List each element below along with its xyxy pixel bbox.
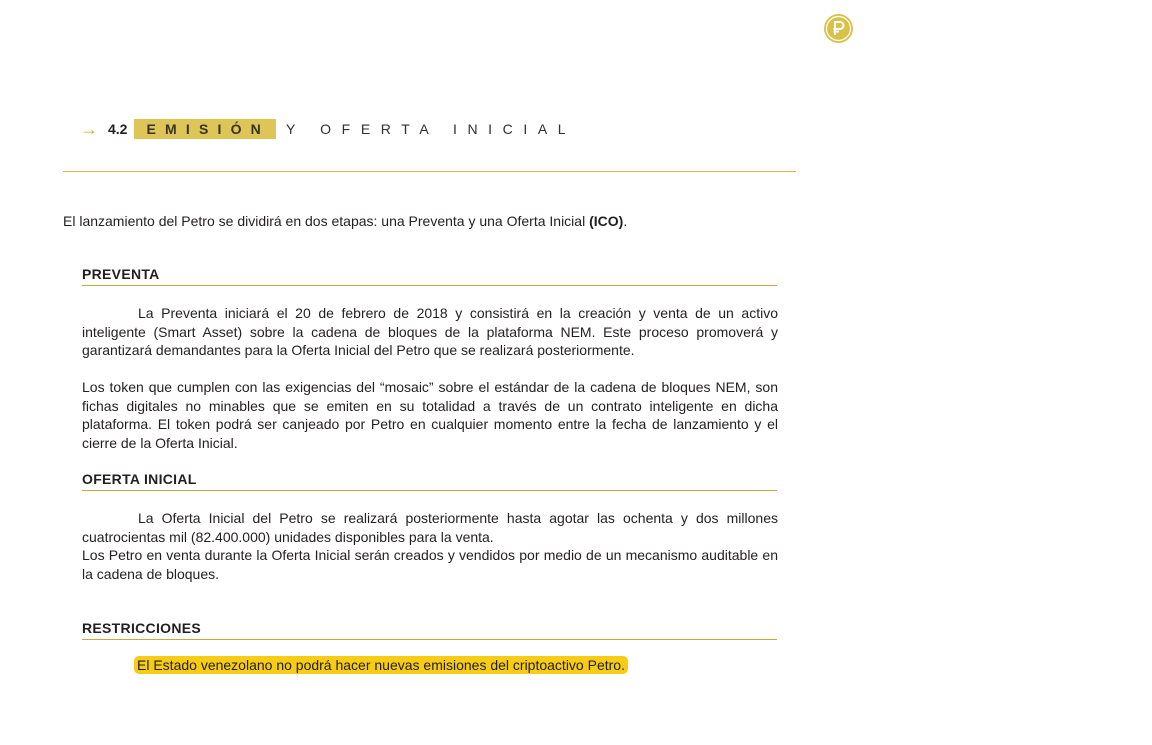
petro-coin-icon bbox=[824, 14, 853, 43]
intro-text: El lanzamiento del Petro se dividirá en dos etapas: una Preventa y una Oferta Inicial bbox=[63, 213, 590, 229]
section-title-highlight: EMISIÓN bbox=[134, 119, 276, 139]
intro-period: . bbox=[623, 213, 628, 229]
section-divider bbox=[63, 171, 796, 172]
section-number: 4.2 bbox=[108, 121, 128, 137]
oferta-paragraph-1: La Oferta Inicial del Petro se realizará posteriormente hasta agotar las ochenta y dos millones cuatrocientas mil (82.400.000) unidades disponibles para la venta. bbox=[82, 510, 778, 545]
intro-paragraph bbox=[63, 213, 627, 229]
section-title-rest: Y OFERTA INICIAL bbox=[286, 121, 577, 137]
preventa-paragraph-2: Los token que cumplen con las exigencias del “mosaic” sobre el estándar de la cadena de bloques NEM, son fichas digitales no minables que se emiten en su totalidad a través de un contrato inteligente en dicha plataforma. El token podrá ser canjeado por Petro en cualquier momento entre la fecha de lanzamiento y el cierre de la Oferta Inicial. bbox=[82, 379, 778, 451]
preventa-heading: PREVENTA bbox=[82, 266, 777, 286]
arrow-right-icon: → bbox=[80, 118, 98, 139]
petro-symbol-icon bbox=[824, 14, 853, 43]
oferta-inicial-heading: OFERTA INICIAL bbox=[82, 471, 777, 491]
restricciones-highlight-text: El Estado venezolano no podrá hacer nuevas emisiones del criptoactivo Petro. bbox=[134, 656, 628, 674]
preventa-paragraph-1: La Preventa iniciará el 20 de febrero de 2018 y consistirá en la creación y venta de un activo inteligente (Smart Asset) sobre la cadena de bloques de la plataforma NEM. Este proceso promoverá y garantizará demandantes para la Oferta Inicial del Petro que se realizará posteriormente. bbox=[82, 305, 778, 359]
section-heading bbox=[80, 117, 576, 141]
intro-ico-bold: (ICO) bbox=[589, 213, 624, 229]
oferta-paragraph-2: Los Petro en venta durante la Oferta Inicial serán creados y vendidos por medio de un mecanismo auditable en la cadena de bloques. bbox=[82, 547, 778, 582]
restricciones-heading: RESTRICCIONES bbox=[82, 620, 777, 640]
